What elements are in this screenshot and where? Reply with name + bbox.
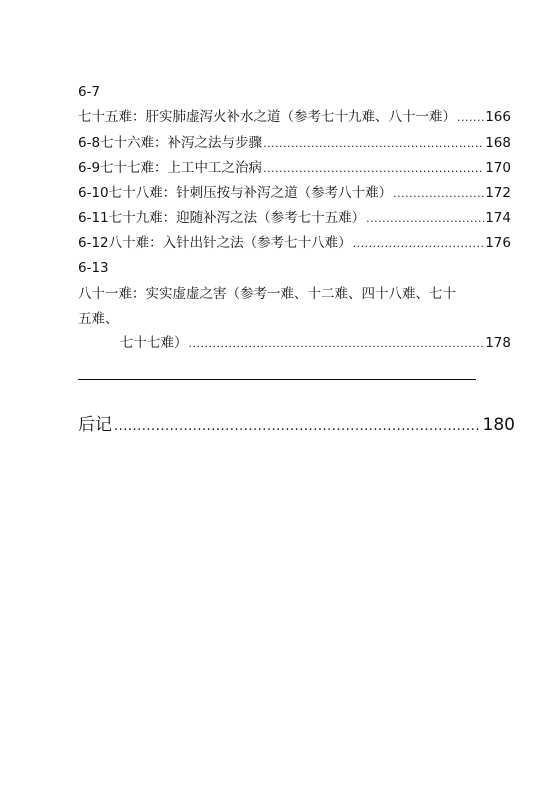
dot-leader [366,210,484,228]
toc-entry-page: 178 [485,335,511,351]
dot-leader [189,335,485,353]
toc-entry-title-continued: 七十七难） [120,335,188,351]
toc-entry-page: 168 [485,135,511,151]
toc-entry-title-continued: 五难、 [78,311,119,327]
toc-entry-page: 170 [485,160,511,176]
afterword-page: 180 [482,415,515,435]
dot-leader [353,235,485,253]
toc-entry-title: 七十八难：针刺压按与补泻之道（参考八十难） [108,185,393,201]
toc-entry [78,159,511,178]
dot-leader [114,416,481,438]
dot-leader [393,185,484,203]
toc-entry [120,334,511,353]
toc-entry [78,134,511,153]
dot-leader [263,160,484,178]
toc-entry [78,234,511,253]
dot-leader [457,109,484,127]
toc-entry-number: 6-9 [78,160,101,176]
toc-entry-page: 166 [485,109,511,125]
toc-entry-number: 6-11 [78,210,109,226]
toc-entry-page: 172 [485,185,511,201]
toc-entry-title: 七十七难：上工中工之治病 [100,160,263,176]
toc-entry-number: 6-8 [78,135,101,151]
toc-entry-number: 6-10 [78,185,109,201]
toc-entry-title: 七十九难：迎随补泻之法（参考七十五难） [108,210,366,226]
horizontal-rule [78,379,476,380]
afterword-title: 后记 [78,415,112,435]
toc-entry-afterword [78,414,515,438]
toc-entry-title: 八十难：入针出针之法（参考七十八难） [108,235,352,251]
toc-entry-title: 七十六难：补泻之法与步骤 [100,135,263,151]
toc-entry-number: 6-7 [78,84,101,100]
toc-entry-page: 176 [485,235,511,251]
toc-entry-page: 174 [485,210,511,226]
toc-entry [78,209,511,228]
toc-entry-number: 6-13 [78,260,109,276]
toc-entry [78,108,511,127]
dot-leader [263,135,484,153]
toc-entry-title: 七十五难：肝实肺虚泻火补水之道（参考七十九难、八十一难） [78,109,456,125]
toc-entry-title: 八十一难：实实虚虚之害（参考一难、十二难、四十八难、七十 [78,286,456,302]
toc-entry-number: 6-12 [78,235,109,251]
toc-entry [78,184,511,203]
